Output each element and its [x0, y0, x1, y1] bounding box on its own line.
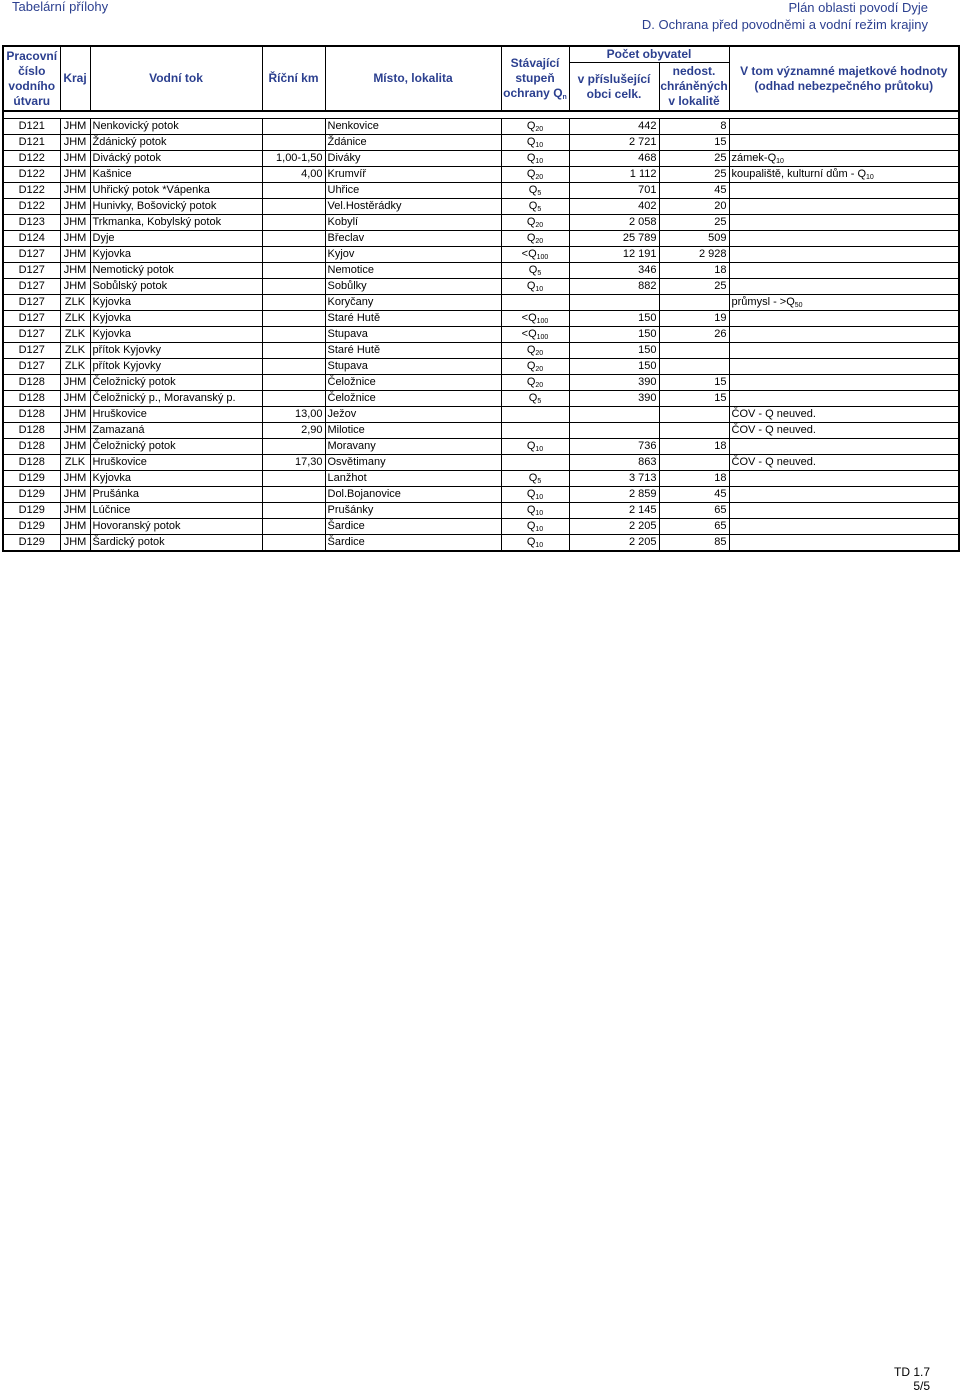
cell-km: 4,00: [262, 167, 325, 183]
cell-km: [262, 391, 325, 407]
cell-hodnoty: [729, 135, 959, 151]
cell-cislo: D121: [3, 119, 60, 135]
cell-nedost: 85: [659, 535, 729, 552]
cell-hodnoty: ČOV - Q neuved.: [729, 423, 959, 439]
cell-tok: Sobůlský potok: [90, 279, 262, 295]
cell-stupen: $Q_5$: [501, 391, 569, 407]
cell-kraj: ZLK: [60, 327, 90, 343]
cell-misto: Osvětimany: [325, 455, 501, 471]
cell-hodnoty: ČOV - Q neuved.: [729, 455, 959, 471]
cell-tok: Zamazaná: [90, 423, 262, 439]
cell-tok: Nenkovický potok: [90, 119, 262, 135]
header-left: Tabelární přílohy: [12, 0, 109, 14]
table-row: [3, 375, 959, 391]
cell-misto: Staré Hutě: [325, 311, 501, 327]
cell-cislo: D129: [3, 503, 60, 519]
cell-tok: Čeložnický potok: [90, 375, 262, 391]
table-row: [3, 391, 959, 407]
page-number: 5/5: [913, 1379, 930, 1393]
cell-hodnoty: [729, 231, 959, 247]
cell-kraj: JHM: [60, 535, 90, 552]
table-row: [3, 327, 959, 343]
table-row: [3, 263, 959, 279]
cell-stupen: $Q_{10}$: [501, 519, 569, 535]
cell-stupen: [501, 423, 569, 439]
cell-obci: 701: [569, 183, 659, 199]
cell-km: [262, 183, 325, 199]
cell-nedost: 18: [659, 439, 729, 455]
cell-nedost: 2 928: [659, 247, 729, 263]
cell-km: [262, 375, 325, 391]
table-row: [3, 151, 959, 167]
cell-nedost: 15: [659, 391, 729, 407]
cell-obci: 442: [569, 119, 659, 135]
cell-stupen: $Q_{20}$: [501, 167, 569, 183]
cell-obci: 2 721: [569, 135, 659, 151]
cell-misto: Nenkovice: [325, 119, 501, 135]
cell-stupen: $Q_{10}$: [501, 151, 569, 167]
cell-tok: Divácký potok: [90, 151, 262, 167]
cell-cislo: D124: [3, 231, 60, 247]
cell-misto: Ježov: [325, 407, 501, 423]
table-row: [3, 439, 959, 455]
cell-kraj: JHM: [60, 199, 90, 215]
cell-kraj: JHM: [60, 215, 90, 231]
cell-tok: přítok Kyjovky: [90, 343, 262, 359]
cell-kraj: JHM: [60, 167, 90, 183]
cell-cislo: D127: [3, 359, 60, 375]
cell-tok: Prušánka: [90, 487, 262, 503]
cell-misto: Šardice: [325, 519, 501, 535]
footer: [894, 1365, 930, 1393]
cell-hodnoty: [729, 503, 959, 519]
cell-nedost: 18: [659, 471, 729, 487]
cell-kraj: JHM: [60, 135, 90, 151]
cell-stupen: $Q_{10}$: [501, 535, 569, 552]
data-table: [2, 45, 960, 552]
cell-nedost: 25: [659, 279, 729, 295]
cell-nedost: 15: [659, 135, 729, 151]
cell-kraj: ZLK: [60, 343, 90, 359]
cell-obci: 1 112: [569, 167, 659, 183]
cell-obci: 150: [569, 343, 659, 359]
cell-obci: 882: [569, 279, 659, 295]
cell-hodnoty: [729, 535, 959, 552]
cell-hodnoty: [729, 215, 959, 231]
cell-hodnoty: [729, 279, 959, 295]
cell-km: [262, 263, 325, 279]
cell-stupen: $Q_{10}$: [501, 279, 569, 295]
cell-misto: Koryčany: [325, 295, 501, 311]
cell-km: [262, 135, 325, 151]
table-row: [3, 215, 959, 231]
cell-hodnoty: [729, 311, 959, 327]
cell-obci: 2 859: [569, 487, 659, 503]
cell-nedost: 509: [659, 231, 729, 247]
cell-misto: Lanžhot: [325, 471, 501, 487]
cell-cislo: D123: [3, 215, 60, 231]
cell-km: [262, 535, 325, 552]
cell-tok: Trkmanka, Kobylský potok: [90, 215, 262, 231]
cell-hodnoty: [729, 359, 959, 375]
cell-misto: Staré Hutě: [325, 343, 501, 359]
cell-km: [262, 471, 325, 487]
cell-km: 13,00: [262, 407, 325, 423]
cell-tok: Hunivky, Bošovický potok: [90, 199, 262, 215]
col-header-misto: Místo, lokalita: [325, 46, 501, 111]
cell-obci: 150: [569, 359, 659, 375]
cell-km: [262, 519, 325, 535]
cell-misto: Kobylí: [325, 215, 501, 231]
cell-hodnoty: [729, 343, 959, 359]
cell-nedost: 25: [659, 151, 729, 167]
header-right-subtitle: D. Ochrana před povodněmi a vodní režim krajiny: [641, 17, 928, 32]
cell-stupen: $Q_5$: [501, 471, 569, 487]
col-header-nedost: nedost. chráněných v lokalitě: [659, 63, 729, 112]
cell-misto: Milotice: [325, 423, 501, 439]
cell-nedost: 19: [659, 311, 729, 327]
cell-hodnoty: [729, 199, 959, 215]
cell-tok: Čeložnický potok: [90, 439, 262, 455]
cell-misto: Sobůlky: [325, 279, 501, 295]
cell-kraj: ZLK: [60, 359, 90, 375]
cell-tok: Kyjovka: [90, 471, 262, 487]
cell-obci: 150: [569, 327, 659, 343]
cell-cislo: D127: [3, 295, 60, 311]
cell-stupen: $Q_{10}$: [501, 135, 569, 151]
cell-obci: [569, 407, 659, 423]
cell-nedost: [659, 359, 729, 375]
col-header-cislo: Pracovní číslo vodního útvaru: [3, 46, 60, 111]
cell-km: [262, 247, 325, 263]
cell-nedost: 25: [659, 167, 729, 183]
cell-obci: 2 145: [569, 503, 659, 519]
cell-km: [262, 119, 325, 135]
cell-nedost: 65: [659, 503, 729, 519]
table-row: [3, 135, 959, 151]
cell-stupen: $Q_{20}$: [501, 119, 569, 135]
cell-kraj: JHM: [60, 519, 90, 535]
cell-misto: Čeložnice: [325, 391, 501, 407]
cell-tok: Kyjovka: [90, 247, 262, 263]
cell-kraj: JHM: [60, 391, 90, 407]
table-row: [3, 279, 959, 295]
cell-misto: Prušánky: [325, 503, 501, 519]
cell-obci: 390: [569, 375, 659, 391]
cell-nedost: 45: [659, 487, 729, 503]
cell-nedost: 65: [659, 519, 729, 535]
col-header-km: Říční km: [262, 46, 325, 111]
cell-misto: Diváky: [325, 151, 501, 167]
cell-obci: 3 713: [569, 471, 659, 487]
cell-tok: Hruškovice: [90, 407, 262, 423]
cell-misto: Dol.Bojanovice: [325, 487, 501, 503]
cell-cislo: D127: [3, 263, 60, 279]
cell-hodnoty: [729, 439, 959, 455]
cell-obci: 25 789: [569, 231, 659, 247]
cell-cislo: D122: [3, 151, 60, 167]
cell-cislo: D127: [3, 279, 60, 295]
table-row: [3, 535, 959, 552]
header-right-title: Plán oblasti povodí Dyje: [788, 0, 928, 15]
cell-cislo: D122: [3, 183, 60, 199]
col-header-stupen: Stávající stupeň ochrany $Q_n$: [501, 46, 569, 111]
cell-nedost: 25: [659, 215, 729, 231]
cell-misto: Čeložnice: [325, 375, 501, 391]
cell-misto: Nemotice: [325, 263, 501, 279]
cell-obci: 736: [569, 439, 659, 455]
cell-nedost: [659, 343, 729, 359]
cell-stupen: $Q_{20}$: [501, 215, 569, 231]
cell-hodnoty: [729, 519, 959, 535]
cell-stupen: $Q_{20}$: [501, 231, 569, 247]
cell-cislo: D121: [3, 135, 60, 151]
table-row: [3, 119, 959, 135]
cell-stupen: $Q_{20}$: [501, 375, 569, 391]
cell-misto: Vel.Hostěrádky: [325, 199, 501, 215]
header-right: [642, 0, 928, 33]
cell-cislo: D127: [3, 327, 60, 343]
cell-km: [262, 487, 325, 503]
cell-km: [262, 327, 325, 343]
cell-nedost: [659, 407, 729, 423]
cell-stupen: [501, 455, 569, 471]
cell-obci: [569, 423, 659, 439]
cell-km: [262, 295, 325, 311]
cell-km: [262, 439, 325, 455]
cell-obci: 2 205: [569, 519, 659, 535]
cell-misto: Šardice: [325, 535, 501, 552]
cell-tok: Hruškovice: [90, 455, 262, 471]
table-row: [3, 343, 959, 359]
cell-tok: Šardický potok: [90, 535, 262, 552]
cell-tok: Kyjovka: [90, 327, 262, 343]
cell-cislo: D129: [3, 487, 60, 503]
cell-kraj: JHM: [60, 119, 90, 135]
cell-misto: Stupava: [325, 327, 501, 343]
cell-obci: 390: [569, 391, 659, 407]
cell-cislo: D127: [3, 247, 60, 263]
cell-tok: Hovoranský potok: [90, 519, 262, 535]
cell-kraj: JHM: [60, 375, 90, 391]
cell-kraj: ZLK: [60, 295, 90, 311]
cell-stupen: $Q_{20}$: [501, 343, 569, 359]
cell-hodnoty: [729, 391, 959, 407]
cell-cislo: D128: [3, 455, 60, 471]
cell-obci: 12 191: [569, 247, 659, 263]
cell-hodnoty: [729, 247, 959, 263]
cell-stupen: $Q_5$: [501, 199, 569, 215]
cell-hodnoty: ČOV - Q neuved.: [729, 407, 959, 423]
table-row: [3, 199, 959, 215]
cell-km: [262, 343, 325, 359]
cell-tok: přítok Kyjovky: [90, 359, 262, 375]
cell-kraj: JHM: [60, 263, 90, 279]
cell-misto: Uhřice: [325, 183, 501, 199]
cell-hodnoty: koupaliště, kulturní dům - $Q_{10}$: [729, 167, 959, 183]
cell-nedost: 15: [659, 375, 729, 391]
cell-nedost: 20: [659, 199, 729, 215]
cell-kraj: JHM: [60, 231, 90, 247]
cell-stupen: $Q_{10}$: [501, 503, 569, 519]
col-header-obci: v příslušející obci celk.: [569, 63, 659, 112]
cell-kraj: JHM: [60, 407, 90, 423]
cell-obci: 402: [569, 199, 659, 215]
cell-km: 17,30: [262, 455, 325, 471]
cell-hodnoty: [729, 119, 959, 135]
cell-cislo: D127: [3, 311, 60, 327]
cell-tok: Kašnice: [90, 167, 262, 183]
table-row: [3, 423, 959, 439]
cell-kraj: JHM: [60, 279, 90, 295]
cell-km: [262, 279, 325, 295]
cell-hodnoty: [729, 263, 959, 279]
cell-cislo: D129: [3, 471, 60, 487]
cell-kraj: JHM: [60, 423, 90, 439]
table-row: [3, 183, 959, 199]
col-header-hodnoty: V tom významné majetkové hodnoty (odhad nebezpečného průtoku): [729, 46, 959, 111]
col-header-tok: Vodní tok: [90, 46, 262, 111]
cell-km: 1,00-1,50: [262, 151, 325, 167]
cell-km: [262, 359, 325, 375]
cell-misto: Stupava: [325, 359, 501, 375]
cell-obci: 150: [569, 311, 659, 327]
cell-nedost: [659, 423, 729, 439]
table-row: [3, 407, 959, 423]
cell-stupen: $Q_{10}$: [501, 439, 569, 455]
cell-stupen: [501, 295, 569, 311]
cell-nedost: 26: [659, 327, 729, 343]
table-row: [3, 295, 959, 311]
cell-stupen: $Q_5$: [501, 183, 569, 199]
cell-stupen: $Q_{20}$: [501, 359, 569, 375]
cell-tok: Kyjovka: [90, 311, 262, 327]
cell-hodnoty: zámek-$Q_{10}$: [729, 151, 959, 167]
cell-stupen: $<Q_{100}$: [501, 247, 569, 263]
cell-kraj: JHM: [60, 151, 90, 167]
cell-obci: [569, 295, 659, 311]
table-row: [3, 487, 959, 503]
cell-nedost: 45: [659, 183, 729, 199]
cell-tok: Uhřický potok *Vápenka: [90, 183, 262, 199]
cell-km: [262, 215, 325, 231]
table-row: [3, 247, 959, 263]
cell-cislo: D128: [3, 375, 60, 391]
cell-kraj: JHM: [60, 471, 90, 487]
table-row: [3, 359, 959, 375]
cell-stupen: $Q_5$: [501, 263, 569, 279]
cell-obci: 468: [569, 151, 659, 167]
table-row: [3, 503, 959, 519]
cell-cislo: D128: [3, 423, 60, 439]
table-row: [3, 455, 959, 471]
cell-hodnoty: [729, 327, 959, 343]
cell-km: 2,90: [262, 423, 325, 439]
cell-hodnoty: [729, 487, 959, 503]
cell-nedost: [659, 455, 729, 471]
cell-km: [262, 311, 325, 327]
table-row: [3, 519, 959, 535]
cell-nedost: 18: [659, 263, 729, 279]
cell-misto: Moravany: [325, 439, 501, 455]
cell-nedost: 8: [659, 119, 729, 135]
cell-cislo: D128: [3, 407, 60, 423]
col-header-kraj: Kraj: [60, 46, 90, 111]
cell-hodnoty: [729, 375, 959, 391]
cell-cislo: D128: [3, 439, 60, 455]
cell-misto: Břeclav: [325, 231, 501, 247]
cell-km: [262, 503, 325, 519]
cell-obci: 346: [569, 263, 659, 279]
cell-kraj: ZLK: [60, 455, 90, 471]
cell-tok: Nemotický potok: [90, 263, 262, 279]
cell-tok: Lúčnice: [90, 503, 262, 519]
cell-cislo: D128: [3, 391, 60, 407]
cell-hodnoty: průmysl - $>Q_{50}$: [729, 295, 959, 311]
cell-tok: Čeložnický p., Moravanský p.: [90, 391, 262, 407]
cell-misto: Kyjov: [325, 247, 501, 263]
cell-km: [262, 199, 325, 215]
cell-misto: Krumvíř: [325, 167, 501, 183]
table-row: [3, 231, 959, 247]
cell-misto: Ždánice: [325, 135, 501, 151]
cell-kraj: JHM: [60, 183, 90, 199]
cell-kraj: JHM: [60, 439, 90, 455]
cell-obci: 863: [569, 455, 659, 471]
cell-cislo: D122: [3, 199, 60, 215]
cell-kraj: ZLK: [60, 311, 90, 327]
footer-code: TD 1.7: [893, 1365, 930, 1379]
cell-stupen: [501, 407, 569, 423]
cell-kraj: JHM: [60, 503, 90, 519]
col-header-pocet: Počet obyvatel: [569, 46, 729, 63]
cell-kraj: JHM: [60, 487, 90, 503]
cell-tok: Dyje: [90, 231, 262, 247]
cell-tok: Ždánický potok: [90, 135, 262, 151]
cell-nedost: [659, 295, 729, 311]
cell-obci: 2 058: [569, 215, 659, 231]
cell-obci: 2 205: [569, 535, 659, 552]
cell-cislo: D129: [3, 535, 60, 552]
table-row: [3, 167, 959, 183]
cell-kraj: JHM: [60, 247, 90, 263]
cell-stupen: $<Q_{100}$: [501, 311, 569, 327]
cell-hodnoty: [729, 183, 959, 199]
cell-stupen: $<Q_{100}$: [501, 327, 569, 343]
cell-cislo: D129: [3, 519, 60, 535]
cell-cislo: D122: [3, 167, 60, 183]
cell-hodnoty: [729, 471, 959, 487]
cell-km: [262, 231, 325, 247]
cell-tok: Kyjovka: [90, 295, 262, 311]
table-row: [3, 471, 959, 487]
table-row: [3, 311, 959, 327]
cell-stupen: $Q_{10}$: [501, 487, 569, 503]
cell-cislo: D127: [3, 343, 60, 359]
